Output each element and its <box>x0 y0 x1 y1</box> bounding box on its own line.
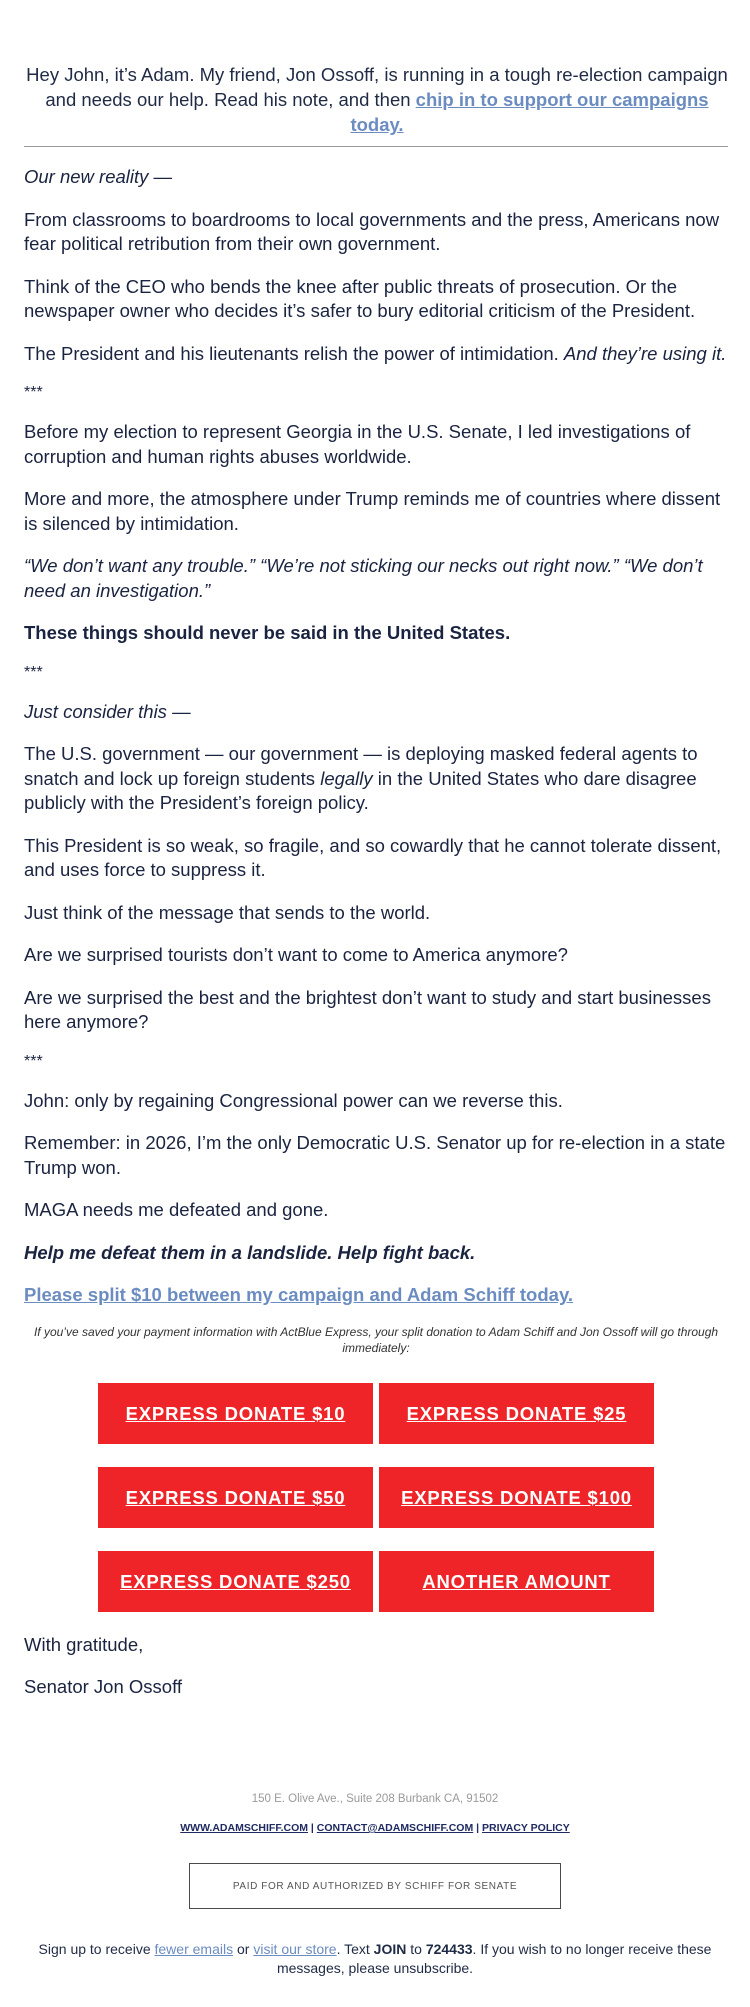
express-donate-100-button[interactable]: EXPRESS DONATE $100 <box>379 1467 654 1528</box>
express-donate-50-button[interactable]: EXPRESS DONATE $50 <box>98 1467 373 1528</box>
visit-store-link[interactable]: visit our store <box>253 1941 337 1957</box>
letter-quote: “We don’t want any trouble.” “We’re not sticking our necks out right now.” “We don’t need an investigation.” <box>24 555 703 601</box>
fewer-emails-link[interactable]: fewer emails <box>154 1941 234 1957</box>
letter-paragraph: Remember: in 2026, I’m the only Democratic U.S. Senator up for re-election in a state Trump won. <box>24 1132 726 1178</box>
another-amount-button[interactable]: ANOTHER AMOUNT <box>379 1551 654 1612</box>
footer-text: . If you wish to no longer receive these messages, please unsubscribe. <box>276 1941 712 1976</box>
letter-paragraph: Think of the CEO who bends the knee after public threats of prosecution. Or the newspaper owner who decides it’s safer to bury editorial criticism of the President. <box>24 275 696 321</box>
letter-text: in the United States who dare disagree publicly with the President’s foreign policy. <box>24 767 697 813</box>
website-link[interactable]: WWW.ADAMSCHIFF.COM <box>180 1822 308 1834</box>
letter-paragraph: More and more, the atmosphere under Trump reminds me of countries where dissent is silenced by intimidation. <box>24 488 721 534</box>
letter-bold-statement: These things should never be said in the United States. <box>24 622 511 643</box>
letter-emphasis: And they’re using it. <box>563 342 727 364</box>
signoff-name: Senator Jon Ossoff <box>24 1676 183 1697</box>
letter-paragraph <box>24 742 728 816</box>
footer-text: Sign up to receive <box>38 1941 155 1957</box>
express-donate-10-button[interactable]: EXPRESS DONATE $10 <box>98 1383 373 1444</box>
join-keyword: JOIN <box>373 1941 407 1957</box>
express-donate-25-button[interactable]: EXPRESS DONATE $25 <box>379 1383 654 1444</box>
letter-body <box>24 165 728 1326</box>
link-separator: | <box>476 1822 480 1834</box>
letter-heading: Our new reality — <box>24 166 173 187</box>
express-donate-250-button[interactable]: EXPRESS DONATE $250 <box>98 1551 373 1612</box>
footer-subscription-text <box>30 1940 720 1978</box>
letter-bold-statement: Help me defeat them in a landslide. Help fight back. <box>24 1241 476 1263</box>
letter-emphasis: legally <box>320 767 373 789</box>
section-separator: *** <box>24 1052 43 1070</box>
letter-paragraph: From classrooms to boardrooms to local governments and the press, Americans now fear political retribution from their own government. <box>24 208 720 254</box>
letter-paragraph: Just think of the message that sends to the world. <box>24 901 431 923</box>
footer-text: to <box>406 1941 426 1957</box>
paid-for-disclaimer: PAID FOR AND AUTHORIZED BY SCHIFF FOR SENATE <box>232 1880 518 1892</box>
footer-text: . Text <box>336 1941 374 1957</box>
footer-text: or <box>233 1941 254 1957</box>
split-donate-link[interactable]: Please split $10 between my campaign and Adam Schiff today. <box>24 1284 574 1305</box>
contact-email-link[interactable]: CONTACT@ADAMSCHIFF.COM <box>316 1822 474 1834</box>
actblue-express-note: If you’ve saved your payment information with ActBlue Express, your split donation to Adam Schiff and Jon Ossoff will go through immediately: <box>33 1325 719 1355</box>
letter-paragraph <box>24 342 728 367</box>
paid-for-disclaimer-box <box>189 1863 561 1909</box>
signoff-closing: With gratitude, <box>24 1634 144 1655</box>
link-separator: | <box>310 1822 314 1834</box>
letter-heading: Just consider this — <box>24 700 191 722</box>
privacy-policy-link[interactable]: PRIVACY POLICY <box>482 1822 570 1834</box>
section-separator: *** <box>24 384 43 401</box>
letter-text: The President and his lieutenants relish the power of intimidation. <box>24 342 564 364</box>
letter-paragraph: Are we surprised the best and the brightest don’t want to study and start businesses here anymore? <box>24 986 711 1032</box>
intro-text: Hey John, it’s Adam. My friend, Jon Ossoff, is running in a tough re-election campaign and needs our help. Read his note, and then <box>26 64 728 110</box>
letter-paragraph: John: only by regaining Congressional power can we reverse this. <box>24 1089 563 1111</box>
letter-paragraph: Are we surprised tourists don’t want to come to America anymore? <box>24 944 568 965</box>
letter-text: The U.S. government — our government — is deploying masked federal agents to snatch and lock up foreign students <box>24 743 698 789</box>
footer-links <box>0 1822 750 1834</box>
sms-shortcode: 724433 <box>425 1941 473 1957</box>
letter-paragraph: Before my election to represent Georgia in the U.S. Senate, I led investigations of corruption and human rights abuses worldwide. <box>24 421 691 467</box>
cta-paragraph <box>24 1283 728 1308</box>
intro-paragraph <box>24 62 730 137</box>
section-separator: *** <box>24 663 43 681</box>
footer-address: 150 E. Olive Ave., Suite 208 Burbank CA, 91502 <box>251 1793 499 1805</box>
letter-paragraph: MAGA needs me defeated and gone. <box>24 1199 329 1220</box>
divider <box>24 146 728 147</box>
intro-donate-link[interactable]: chip in to support our campaigns today. <box>350 89 709 135</box>
letter-paragraph: This President is so weak, so fragile, and so cowardly that he cannot tolerate dissent, and uses force to suppress it. <box>24 834 722 880</box>
